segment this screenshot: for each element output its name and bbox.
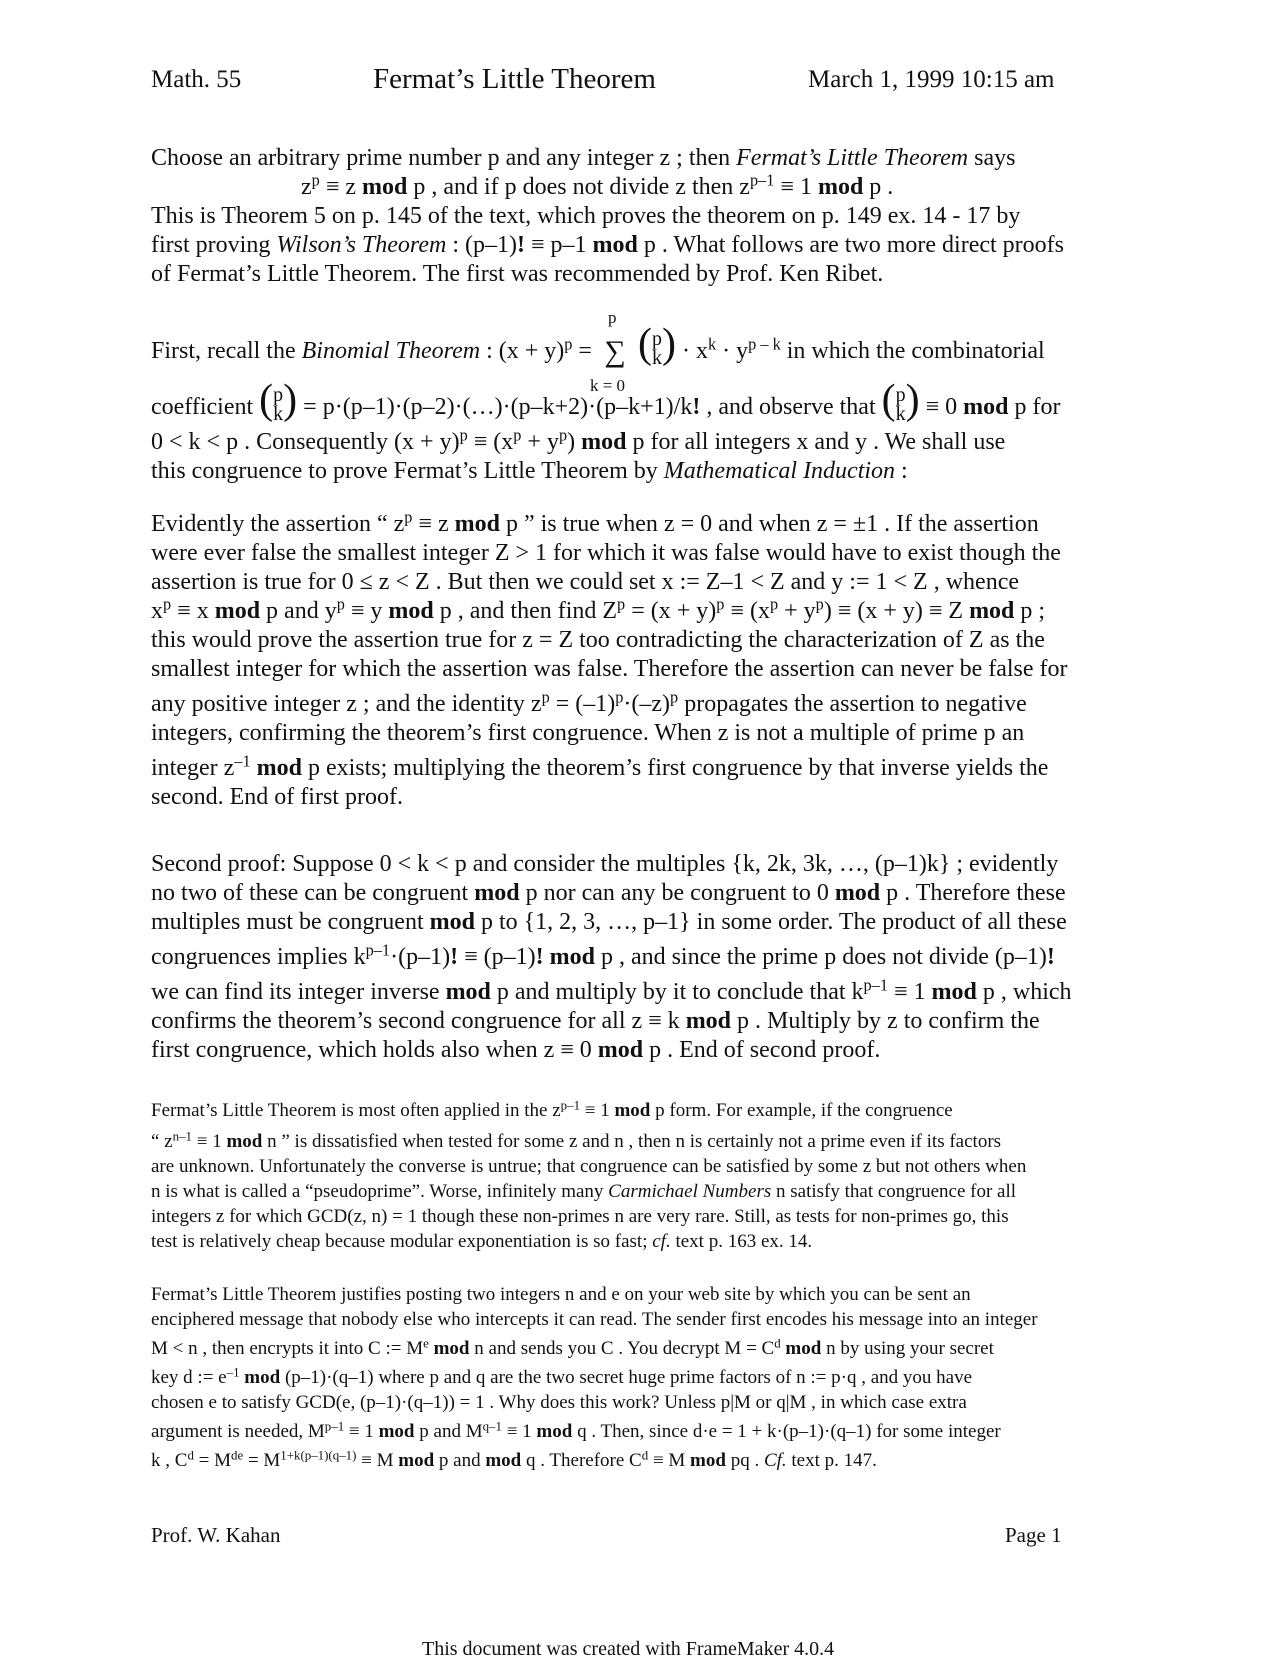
paragraph-intro [151,144,1155,289]
page-title: Fermat’s Little Theorem [373,63,656,95]
text-line: This is Theorem 5 on p. 145 of the text, which proves the theorem on p. 149 ex. 14 - 17 by [151,203,1021,229]
binomial-coefficient: ( p k ) [637,321,676,369]
text-line: key d := $e^{-1}$ mod (p–1)·(q–1) where p and q are the two secret huge prime factors of n := p·q , and you have [151,1364,973,1388]
text-line: $x^p \equiv x$ mod p and $y^p \equiv y$ mod p , and then find $Z^p = (x + y)^p \equiv (x^p + y^p) \equiv (x + y) \equiv Z$ mod p ; [151,594,1046,624]
text-line: argument is needed, $M^{p-1} \equiv 1$ mod p and $M^{q-1} \equiv 1$ mod q . Then, since d·e = 1 + k·(p–1)·(q–1) for some integer [151,1418,1001,1442]
text-line: no two of these can be congruent mod p nor can any be congruent to 0 mod p . Therefore these [151,880,1066,906]
text-line: Choose an arbitrary prime number p and any integer z ; then Fermat’s Little Theorem says [151,145,1016,171]
text-line: assertion is true for 0 ≤ z < Z . But then we could set x := Z–1 < Z and y := 1 < Z , whence [151,569,1019,595]
text-line: n is what is called a “pseudoprime”. Worse, infinitely many Carmichael Numbers n satisfy that congruence for all [151,1181,1017,1202]
text-line: this would prove the assertion true for z = Z too contradicting the characterization of Z as the [151,627,1045,653]
binomial-coefficient: ( p k ) [259,377,298,425]
binomial-coefficient: ( p k ) [881,377,920,425]
text-line: test is relatively cheap because modular exponentiation is so fast; cf. text p. 163 ex. 14. [151,1231,813,1252]
text-line: k , $C^d = Mde = M^{1+k(p-1)(q-1)} \equiv M$ mod p and mod q . Therefore $C^d \equiv M$ mod pq . Cf. text p. 147. [151,1447,877,1471]
binomial-formula: First, recall the Binomial Theorem : $(x + y)^p$ = p ∑ k = 0 ( p k ) · $x^k \cdot y^{p - k}$ in which the combinatorial [151,308,1045,395]
text-line: coefficient ( p k ) = p·(p–1)·(p–2)·(…)·(p–k+2)·(p–k+1)/k! , and observe that ( p k ) ≡ 0 mod p for [151,384,1155,428]
header-course: Math. 55 [151,66,242,93]
summation-symbol: p ∑ k = 0 [589,308,626,395]
text-line: first congruence, which holds also when z ≡ 0 mod p . End of second proof. [151,1037,881,1063]
footer-page-number: Page 1 [1005,1523,1062,1547]
text-line: integer $z^{-1}$ mod p exists; multiplying the theorem’s first congruence by that inverse yields the [151,751,1049,781]
text-line: this congruence to prove Fermat’s Little Theorem by Mathematical Induction : [151,458,908,484]
footer-author: Prof. W. Kahan [151,1523,281,1547]
text-line: integers, confirming the theorem’s first congruence. When z is not a multiple of prime p an [151,720,1025,746]
paragraph-binomial [151,300,1155,486]
text-line: smallest integer for which the assertion was false. Therefore the assertion can never be false for [151,656,1068,682]
text-line: congruences implies $k^{p-1}\cdot(p-1)$! ≡ (p–1)! mod p , and since the prime p does not divide (p–1)! [151,940,1055,970]
text-line: any positive integer z ; and the identity $z^p = (-1)^p\cdot(-z)^p$ propagates the assertion to negative [151,687,1027,717]
paragraph-second-proof [151,850,1155,1065]
text-line: Evidently the assertion “ $z^p \equiv z$ mod p ” is true when z = 0 and when z = ±1 . If the assertion [151,507,1039,537]
text-line: second. End of first proof. [151,784,403,810]
theorem-statement: $z^p \equiv z$ mod p , and if p does not divide z then $z^{p-1} \equiv 1$ mod p . [301,170,894,200]
framemaker-note: This document was created with FrameMaker 4.0.4 [422,1638,835,1660]
header-date: March 1, 1999 10:15 am [808,66,1055,93]
text-line: 0 < k < p . Consequently $(x + y)^p \equiv (x^p + y^p)$ mod p for all integers x and y . We shall use [151,425,1006,455]
paragraph-first-proof [151,507,1155,812]
text-line: chosen e to satisfy GCD(e, (p–1)·(q–1)) = 1 . Why does this work? Unless p|M or q|M , in which case extra [151,1392,967,1413]
text-line: confirms the theorem’s second congruence for all z ≡ k mod p . Multiply by z to confirm the [151,1008,1040,1034]
text-line: Fermat’s Little Theorem justifies posting two integers n and e on your web site by which you can be sent an [151,1284,971,1305]
text-line: Second proof: Suppose 0 < k < p and consider the multiples {k, 2k, 3k, …, (p–1)k} ; evidently [151,851,1059,877]
text-line: we can find its integer inverse mod p and multiply by it to conclude that $k^{p-1} \equiv 1$ mod p , which [151,975,1072,1005]
text-line: integers z for which GCD(z, n) = 1 though these non-primes n are very rare. Still, as tests for non-primes go, this [151,1206,1009,1227]
text-line: of Fermat’s Little Theorem. The first was recommended by Prof. Ken Ribet. [151,261,884,287]
text-line: were ever false the smallest integer Z > 1 for which it was false would have to exist though the [151,540,1061,566]
text-line: first proving Wilson’s Theorem : (p–1)! ≡ p–1 mod p . What follows are two more direct proofs [151,232,1064,258]
text-line: “ $z^{n-1} \equiv 1$ mod n ” is dissatisfied when tested for some z and n , then n is certainly not a prime even if its factors [151,1128,1002,1152]
paragraph-applications [151,1098,1155,1254]
text-line: multiples must be congruent mod p to {1, 2, 3, …, p–1} in some order. The product of all these [151,909,1067,935]
text-line: Fermat’s Little Theorem is most often applied in the $z^{p-1} \equiv 1$ mod p form. For example, if the congruence [151,1097,953,1121]
text-line: M < n , then encrypts it into C := $M^e$ mod n and sends you C . You decrypt $M = C^d$ mod n by using your secret [151,1335,994,1359]
paragraph-cryptography [151,1282,1155,1473]
text-line: are unknown. Unfortunately the converse is untrue; that congruence can be satisfied by some z but not others when [151,1156,1027,1177]
text-line: enciphered message that nobody else who intercepts it can read. The sender first encodes his message into an integer [151,1309,1038,1330]
